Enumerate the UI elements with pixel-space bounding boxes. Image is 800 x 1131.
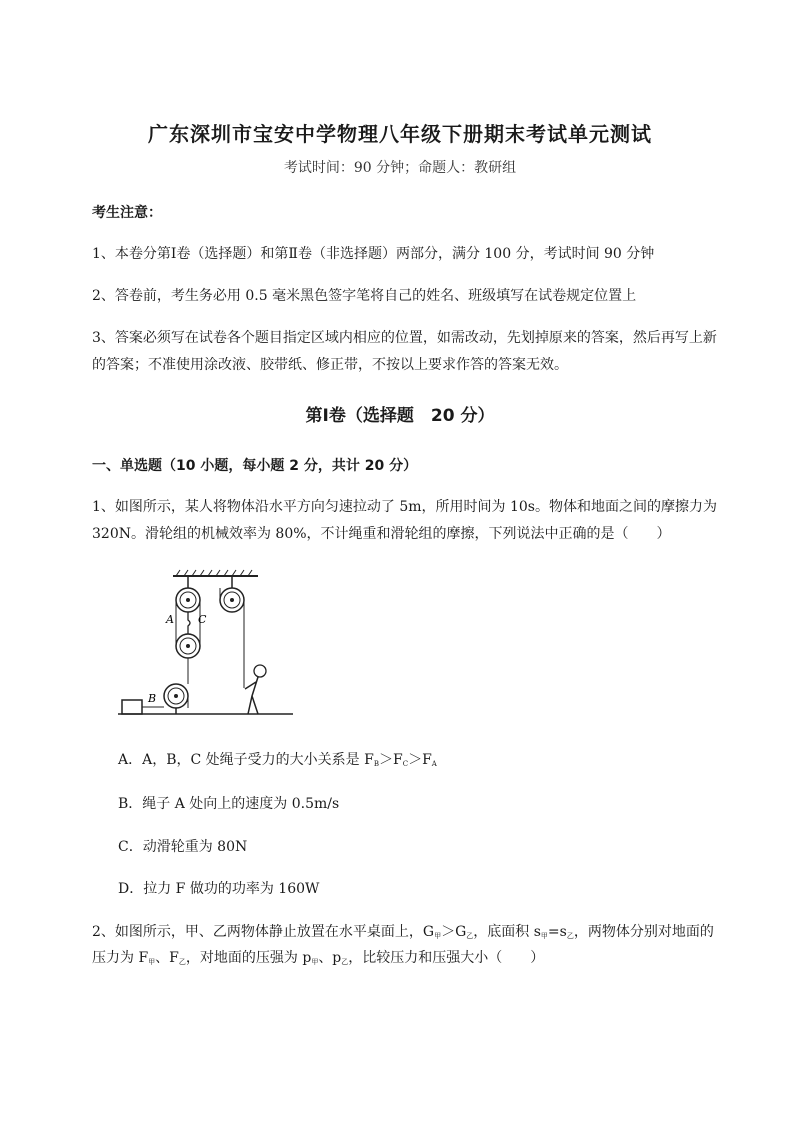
q2-l1-d: =s [547, 924, 567, 940]
q2-l2-a: 压力为 F [92, 950, 149, 966]
label-b: B [148, 692, 157, 705]
q1-stem-line1: 1、如图所示，某人将物体沿水平方向匀速拉动了 5m，所用时间为 10s。物体和地面之间的摩擦力为 [92, 499, 717, 515]
q2-l1-c: ，底面积 s [473, 924, 541, 940]
notice-item-3: 3、答案必须写在试卷各个题目指定区域内相应的位置，如需改动，先划掉原来的答案，然后再写上新 [92, 330, 717, 346]
q2-l1-sub1: 甲 [434, 932, 442, 940]
notice-item-2: 2、答卷前，考生务必用 0.5 毫米黑色签字笔将自己的姓名、班级填写在试卷规定位置上 [92, 288, 637, 304]
q1-option-c[interactable]: C．动滑轮重为 80N [118, 839, 248, 855]
q2-l2-d: 、p [318, 950, 342, 966]
q2-l1-sub4: 乙 [566, 932, 574, 940]
q2-l1-sub3: 甲 [540, 932, 548, 940]
q2-stem-line2 [92, 944, 752, 976]
q1-option-a-gt1: ＞F [379, 752, 403, 768]
q1-option-a-gt2: ＞F [408, 752, 432, 768]
q1-option-a-text: A．A，B，C 处绳子受力的大小关系是 F [118, 752, 374, 768]
q1-option-a[interactable] [118, 749, 437, 769]
q1-option-b[interactable]: B．绳子 A 处向上的速度为 0.5m/s [118, 796, 340, 812]
q2-l1-b: ＞G [441, 924, 467, 940]
notice-item-3-cont: 的答案；不准使用涂改液、胶带纸、修正带，不按以上要求作答的答案无效。 [92, 357, 568, 373]
q2-l2-sub2: 乙 [178, 958, 186, 966]
q1-option-d[interactable]: D．拉力 F 做功的功率为 160W [118, 881, 320, 897]
sub-c: C [402, 760, 409, 768]
part-title: 一、单选题（10 小题，每小题 2 分，共计 20 分） [92, 458, 418, 474]
q2-l2-c: ，对地面的压强为 p [185, 950, 312, 966]
sub-a: A [431, 760, 437, 768]
page-title: 广东深圳市宝安中学物理八年级下册期末考试单元测试 [148, 122, 652, 146]
sub-b: B [373, 760, 379, 768]
label-c: C [198, 613, 207, 626]
q2-l2-sub3: 甲 [311, 958, 319, 966]
q2-l2-b: 、F [155, 950, 179, 966]
notice-item-1: 1、本卷分第Ⅰ卷（选择题）和第Ⅱ卷（非选择题）两部分，满分 100 分，考试时间 90 分钟 [92, 246, 655, 262]
q2-l1-a: 2、如图所示，甲、乙两物体静止放置在水平桌面上，G [92, 924, 435, 940]
notice-heading: 考生注意： [92, 205, 162, 221]
exam-info: 考试时间：90 分钟；命题人：教研组 [283, 160, 517, 176]
section-title: 第Ⅰ卷（选择题 20 分） [305, 406, 495, 426]
q1-stem-line2: 320N。滑轮组的机械效率为 80%，不计绳重和滑轮组的摩擦，下列说法中正确的是（ ） [92, 526, 671, 542]
q2-l2-e: ，比较压力和压强大小（ ） [348, 950, 545, 966]
q2-l2-sub1: 甲 [148, 958, 156, 966]
pulley-system-figure [118, 568, 293, 723]
q2-l2-sub4: 乙 [341, 958, 349, 966]
label-a: A [166, 613, 174, 626]
q2-l1-e: ，两物体分别对地面的 [573, 924, 714, 940]
q2-l1-sub2: 乙 [466, 932, 474, 940]
